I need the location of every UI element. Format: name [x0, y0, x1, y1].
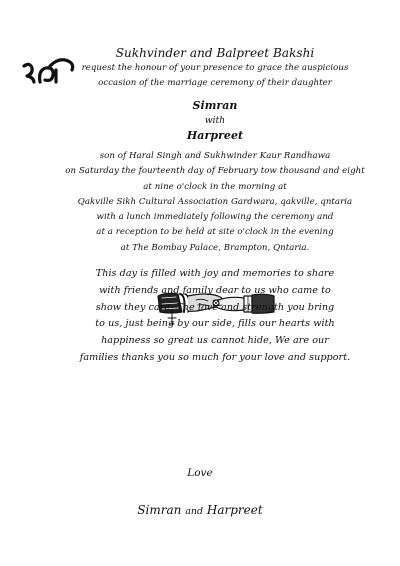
poem-line: families thanks you so much for your love and support.: [79, 351, 351, 363]
details-line: with a lunch immediately following the ceremony and: [96, 212, 334, 223]
details-line: at a reception to be held at site o'clock in the evening: [96, 227, 334, 238]
poem-line: with friends and family dear to us who came to: [99, 284, 331, 296]
poem-line: happiness so great us cannot hide, We are our: [101, 335, 329, 347]
hosts-name: Sukhvinder and Balpreet Bakshi: [115, 46, 315, 60]
bride-name: Simran: [192, 99, 238, 112]
love-word: Love: [187, 467, 213, 479]
details-line: at nine o'clock in the morning at: [143, 181, 287, 192]
signature-name: Harpreet: [206, 503, 263, 517]
invitation-text: [60, 46, 370, 92]
ceremony-details: [60, 149, 370, 256]
poem-line: This day is filled with joy and memories to share: [95, 268, 335, 279]
poem-line: show they care. The love and strength you bring: [95, 301, 335, 313]
poem-line: to us, just being by our side, fills our hearts with: [95, 318, 335, 330]
signature: [0, 503, 400, 519]
signature-and: and: [185, 506, 204, 517]
couple-names: [60, 98, 370, 144]
details-line: at The Bombay Palace, Brampton, Qntaria.: [120, 242, 310, 253]
details-line: Qakville Sikh Cultural Association Gardwara, qakville, qntaria: [77, 196, 353, 207]
request-line: request the honour of your presence to grace the auspicious: [81, 63, 349, 73]
details-line: son of Haral Singh and Sukhwinder Kaur Randhawa: [99, 151, 331, 161]
groom-name: Harpreet: [186, 129, 244, 142]
signature-name: Simran: [137, 503, 182, 517]
request-line: occasion of the marriage ceremony of their daughter: [98, 78, 332, 89]
poem-block: [55, 266, 375, 367]
details-line: on Saturday the fourteenth day of February tow thousand and eight: [65, 166, 365, 177]
with-word: with: [204, 116, 226, 126]
